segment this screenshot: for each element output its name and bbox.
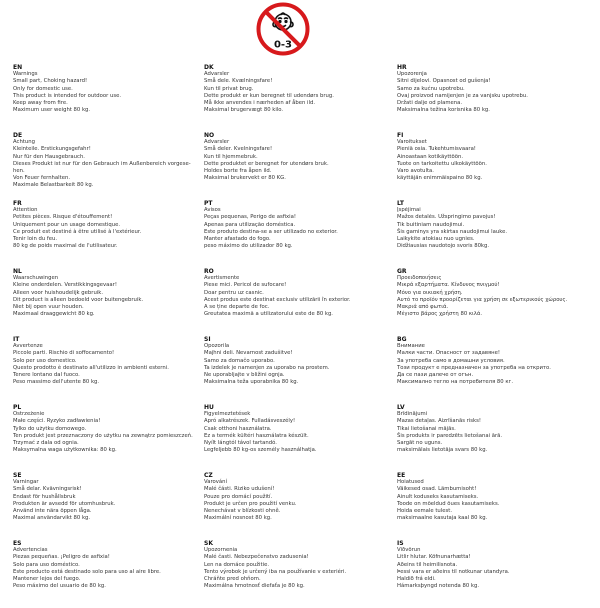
warning-line: Този продукт е предназначен за употреба на открито. [397,364,551,371]
warning-line: Sitni dijelovi. Opasnost od gušenja! [397,78,491,85]
warning-line: maksimālais lietotāja svars 80 kg. [397,447,488,454]
warning-line: Piezas pequeñas. ¡Peligro de asfixia! [13,554,110,561]
language-code: LT [397,200,404,207]
warning-line: Ez a termék kültéri használatra készült. [204,432,309,439]
warning-heading: Hoiatused [397,479,424,486]
warning-line: Hoida eemale tulest. [397,508,453,515]
warning-line: 80 kg de poids maximal de l'utilisateur. [13,243,118,250]
warning-line: Dieses Produkt ist nur für den Gebrauch im Außenbereich vorgese- [13,160,191,167]
warning-line: Endast för hushållsbruk [13,493,76,500]
language-code: HR [397,64,407,71]
warning-line: Maximaal draaggewicht 80 kg. [13,311,95,318]
warning-line: Nyílt lángtól távol tartandó. [204,440,277,447]
warning-line: Laikykite atokiau nuo ugnies. [397,236,475,243]
warning-heading: Varoitukset [397,139,427,146]
warning-line: Niet bij open vuur houden. [13,304,84,311]
warning-heading: Warnings [13,71,38,78]
warning-line: Malé časti. Nebezpečenstvo zadusenia! [204,554,309,561]
warning-block-no [204,132,384,200]
language-code: EN [13,64,23,71]
warning-line: Tylko do użytku domowego. [13,425,87,432]
language-code: HU [204,404,214,411]
warning-block-bg [397,336,577,404]
language-code: SK [204,540,213,547]
warning-line: Dit product is alleen bedoeld voor buitengebruik. [13,296,144,303]
warning-heading: Advarsler [204,71,230,78]
warning-block-nl [13,268,193,336]
language-code: PL [13,404,22,411]
warning-heading: Avvertenze [13,343,43,350]
warning-line: Varo avotulta. [397,168,434,175]
warning-line: Doar pentru uz casnic. [204,289,264,296]
warning-heading: Advertencias [13,547,48,554]
warning-block-lv [397,404,577,472]
warning-heading: Внимание [397,343,425,350]
warning-heading: Brīdinājumi [397,411,428,418]
warning-block-hu [204,404,384,472]
warning-line: Maximale Belastbarkeit 80 kg. [13,182,94,189]
warning-line: Dette produktet er beregnet for utendørs bruk. [204,160,329,167]
language-code: PT [204,200,213,207]
column-right [397,64,577,608]
language-code: FR [13,200,22,207]
warning-line: Ta izdelek je namenjen za uporabo na prostem. [204,364,330,371]
language-code: ES [13,540,22,547]
language-code: BG [397,336,407,343]
warning-line: Små dele. Kvælningsfare! [204,78,273,85]
warning-line: maksimaalne kasutaja kaal 80 kg. [397,515,488,522]
warning-line: Sargāt no uguns. [397,440,443,447]
warning-heading: Upozornenia [204,547,238,554]
warning-block-ro [204,268,384,336]
warning-line: hen. [13,168,25,175]
warning-line: Peso máximo del usuario de 80 kg. [13,583,106,590]
warning-line: Držati dalje od plamena. [397,100,463,107]
warning-block-si [204,336,384,404]
warning-line: Dette produkt er kun beregnet til udendørs brug. [204,92,334,99]
warning-line: Maksimal brugervægt 80 kilo. [204,107,284,114]
warning-line: Maksimalna težina korisnika 80 kg. [397,107,490,114]
warning-line: Solo per uso domestico. [13,357,77,364]
language-code: EE [397,472,406,479]
warning-heading: Προειδοποιήσεις [397,275,442,282]
warning-line: Små delar. Kvävningsrisk! [13,486,82,493]
warning-line: Μέγιστο βάρος χρήστη 80 κιλά. [397,311,483,318]
warning-line: Pieniä osia. Tukehtumisvaara! [397,146,476,153]
warning-heading: Ostrzeżenie [13,411,45,418]
warning-block-es [13,540,193,608]
warning-line: Peso massimo dell'utente 80 kg. [13,379,100,386]
warning-line: Väikesed osad. Lämbumisoht! [397,486,477,493]
warning-line: Keep away from fire. [13,100,68,107]
warning-line: Maximum user weight 80 kg. [13,107,91,114]
warning-block-de [13,132,193,200]
warning-line: Mantener lejos del fuego. [13,576,81,583]
column-left [13,64,193,608]
warning-line: Tikai lietošanai mājās. [397,425,456,432]
warning-line: Maximálna hmotnosť diefaťa je 80 kg. [204,583,305,590]
warning-line: Small part, Choking hazard! [13,78,88,85]
warning-block-pt [204,200,384,268]
warning-block-pl [13,404,193,472]
warning-line: Produkten är avsedd för utomhusbruk. [13,500,116,507]
warning-line: Maximal användarvikt 80 kg. [13,515,91,522]
warning-heading: Achtung [13,139,35,146]
warning-line: This product is intended for outdoor use. [13,92,122,99]
warning-line: Hámarksþyngd notenda 80 kg. [397,583,480,590]
warning-line: Tento výrobok je určený iba na používanie v exteriéri. [204,568,347,575]
warning-line: Tik buitiniam naudojimui. [397,221,465,228]
warning-line: Samo za domačo uporabo. [204,357,275,364]
warning-line: Šis gaminys yra skirtas naudojimui lauke. [397,228,508,235]
warning-line: Von Feuer fernhalten. [13,175,71,182]
warning-line: Chráňte pred ohňom. [204,576,261,583]
warning-line: Produkt je určen pro použití venku. [204,500,297,507]
no-under-3-icon [256,2,310,56]
warning-line: Didžiausias naudotojo svoris 80kg. [397,243,490,250]
warning-line: Maksimalna teža uporabnika 80 kg. [204,379,299,386]
warning-line: Este producto está destinado solo para uso al aire libre. [13,568,161,575]
warning-block-ee [397,472,577,540]
warning-line: Samo za kućnu upotrebu. [397,85,465,92]
warning-block-gr [397,268,577,336]
warning-line: Tenere lontano dal fuoco. [13,372,80,379]
warning-line: A se ține departe de foc. [204,304,270,311]
warning-line: Använd inte nära öppen låga. [13,508,92,515]
warning-heading: Varningar [13,479,39,486]
warning-line: Tuote on tarkoitettu ulkokäyttöön. [397,160,487,167]
warning-line: Pouze pro domácí použití. [204,493,273,500]
language-code: RO [204,268,214,275]
warning-line: Only for domestic use. [13,85,73,92]
warning-line: Ainoastaan kotikäyttöön. [397,153,464,160]
warning-line: Apró alkatrészek. Fulladásveszély! [204,418,296,425]
language-code: SE [13,472,22,479]
warning-line: Максимално тегло на потребителя 80 кг. [397,379,514,386]
language-code: LV [397,404,405,411]
warning-line: Ne uporabljajte v bližini ognja. [204,372,285,379]
warning-heading: Įspėjimai [397,207,421,214]
warning-block-dk [204,64,384,132]
warning-line: Legfeljebb 80 kg-os személy használhatja. [204,447,317,454]
warning-line: Majhni deli. Nevarnost zadušitve! [204,350,293,357]
warning-block-cz [204,472,384,540]
warning-block-fi [397,132,577,200]
warning-line: Þessi vara er aðeins til notkunar utandyra. [397,568,510,575]
warning-heading: Waarschuwingen [13,275,59,282]
warning-line: Uniquement pour un usage domestique. [13,221,121,228]
warning-line: käyttäjän enimmäispaino 80 kg. [397,175,483,182]
warning-line: Malé části. Riziko udušení! [204,486,275,493]
warning-line: Toode on mõeldud õues kasutamiseks. [397,500,500,507]
language-code: NL [13,268,22,275]
warning-heading: Figyelmeztetések [204,411,251,418]
warning-block-sk [204,540,384,608]
warning-line: Greutatea maximă a utilizatorului este de 80 kg. [204,311,333,318]
warning-heading: Upozorenja [397,71,427,78]
warning-line: Piccole parti. Rischio di soffocamento! [13,350,115,357]
warning-line: Nur für den Hausgebrauch. [13,153,85,160]
warning-line: peso máximo do utilizador 80 kg. [204,243,293,250]
language-code: IT [13,336,20,343]
warning-line: Este produto destina-se a ser utilizado no exterior. [204,228,338,235]
warning-line: Solo para uso doméstico. [13,561,80,568]
warning-line: Małe części. Ryzyko zadławienia! [13,418,101,425]
warning-line: Ten produkt jest przeznaczony do użytku na zewnątrz pomieszczeń. [13,432,193,439]
warning-line: Ainult koduseks kasutamiseks. [397,493,479,500]
warning-block-se [13,472,193,540]
column-middle [204,64,384,608]
language-code: NO [204,132,215,139]
warning-block-it [13,336,193,404]
warning-line: Tenir loin du feu. [13,236,58,243]
warning-line: Petites pièces. Risque d'étouffement! [13,214,113,221]
warning-line: Αυτό το προϊόν προορίζεται για χρήση σε εξωτερικούς χώρους. [397,296,568,303]
warning-line: Len na domáce použitie. [204,561,270,568]
warning-line: Aðeins til heimilisnota. [397,561,458,568]
warning-line: Nenechávat v blízkosti ohně. [204,508,281,515]
warning-line: Малки части. Опасност от задавяне! [397,350,501,357]
warning-heading: Opozorila [204,343,230,350]
warning-line: Må ikke anvendes i nærheden af åben ild. [204,100,316,107]
warning-heading: Varování [204,479,227,486]
warning-line: Šis produkts ir paredzēts lietošanai ārā. [397,432,503,439]
warning-line: Questo prodotto è destinato all'utilizzo in ambienti esterni. [13,364,169,371]
warning-line: Alleen voor huishoudelijk gebruik. [13,289,104,296]
warning-block-lt [397,200,577,268]
warning-line: Trzymać z dala od ognia. [13,440,79,447]
warning-line: Μικρά εξαρτήματα. Κίνδυνος πνιγμού! [397,282,500,289]
warning-heading: Avisos [204,207,221,214]
warning-line: Manter afastado do fogo. [204,236,271,243]
warning-line: Ovaj proizvod namijenjen je za vanjsku upotrebu. [397,92,528,99]
warning-block-is [397,540,577,608]
warning-line: Haldið frá eldi. [397,576,436,583]
warning-line: Små deler. Kvelningsfare! [204,146,273,153]
warning-line: Kun til privat brug. [204,85,254,92]
warning-line: Maksimal brukervekt er 80 KG. [204,175,286,182]
warning-line: Maximální nosnost 80 kg. [204,515,272,522]
language-code: GR [397,268,407,275]
warning-line: Holdes borte fra åpen ild. [204,168,272,175]
warning-line: Mažos detalės. Užspringimo pavojus! [397,214,496,221]
warning-block-hr [397,64,577,132]
warning-line: За употреба само в домашни условия. [397,357,505,364]
language-code: FI [397,132,404,139]
warning-heading: Advarsler [204,139,230,146]
language-code: CZ [204,472,213,479]
warning-line: Csak otthoni használatra. [204,425,272,432]
warning-heading: Avertismente [204,275,240,282]
warning-line: Maksymalna waga użytkownika: 80 kg. [13,447,117,454]
warning-block-fr [13,200,193,268]
warning-line: Kun til hjemmebruk. [204,153,258,160]
warning-line: Kleine onderdelen. Verstikkingsgevaar! [13,282,117,289]
warning-block-en [13,64,193,132]
warning-line: Да се пази далече от огън. [397,372,474,379]
warning-line: Ce produit est destiné à être utilisé à l'extérieur. [13,228,142,235]
warning-heading: Viðvörun [397,547,421,554]
language-code: SI [204,336,211,343]
age-label: 0-3 [273,39,293,51]
warning-line: Acest produs este destinat exclusiv utilizării în exterior. [204,296,351,303]
warning-line: Kleinteile. Erstickungsgefahr! [13,146,91,153]
warning-line: Piese mici. Pericol de sufocare! [204,282,287,289]
warning-line: Peças pequenas, Perigo de asfixia! [204,214,297,221]
warning-line: Μόνο για οικιακή χρήση. [397,289,463,296]
language-code: DE [13,132,23,139]
language-code: IS [397,540,404,547]
warning-heading: Attention [13,207,38,214]
warning-line: Litlir hlutar. Köfnunarhætta! [397,554,471,561]
warning-line: Mazas detaļas. Aizrīšanās risks! [397,418,482,425]
language-code: DK [204,64,214,71]
warning-line: Apenas para utilização doméstica. [204,221,296,228]
warning-line: Μακριά από φωτιά. [397,304,449,311]
